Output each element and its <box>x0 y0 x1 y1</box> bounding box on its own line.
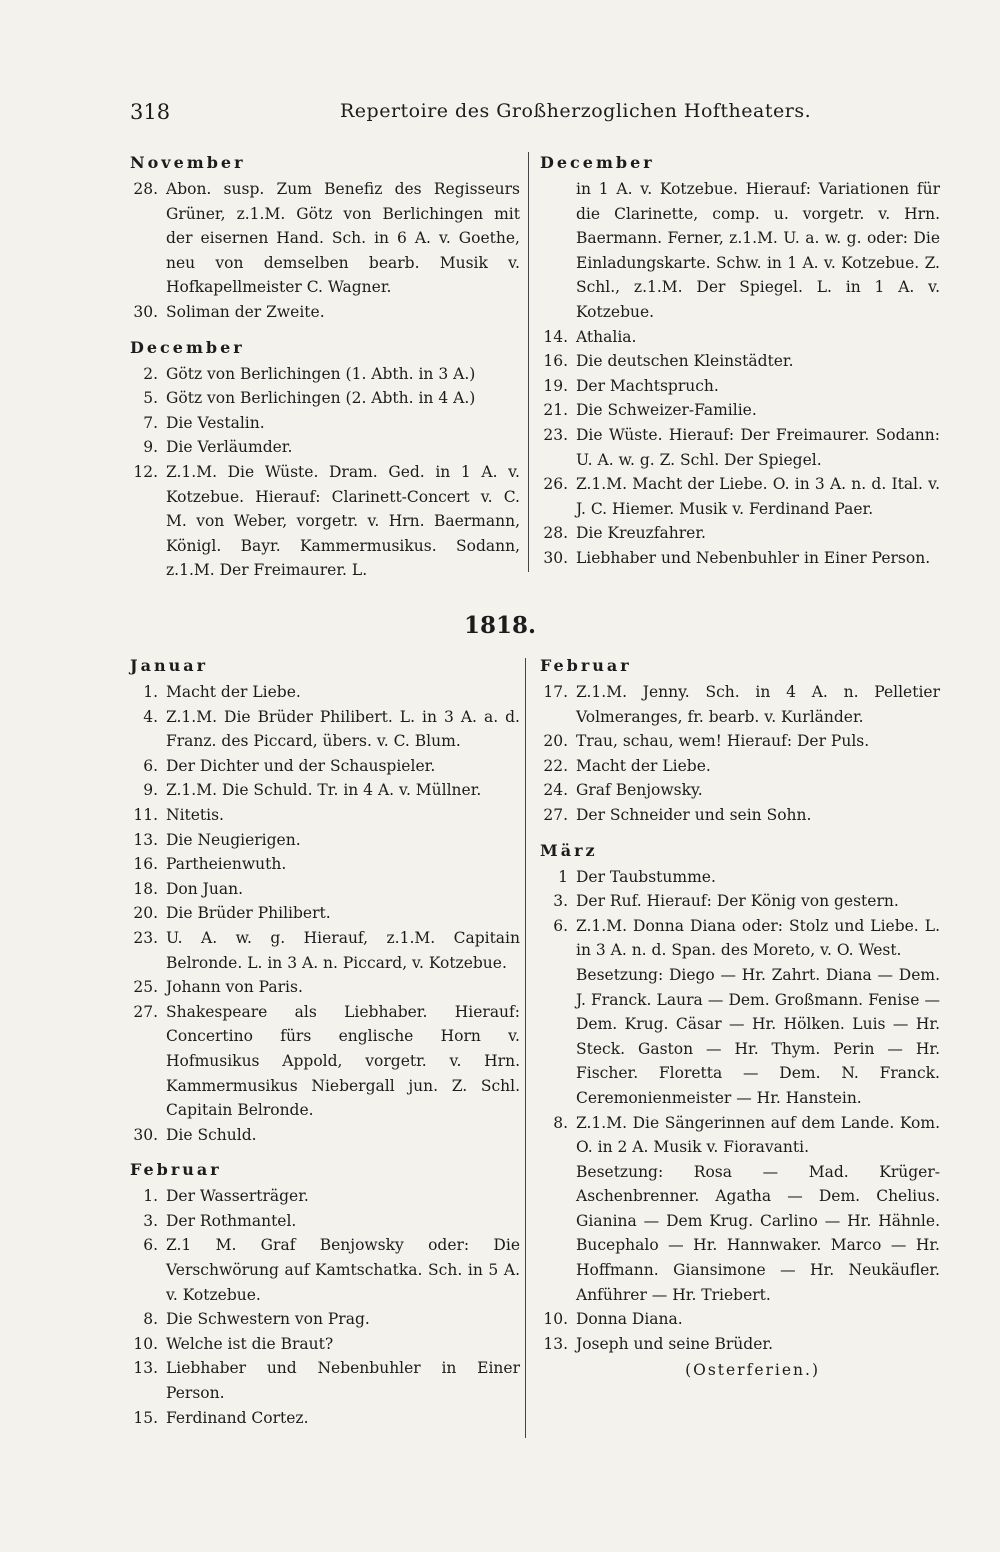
entry-day: 23. <box>543 425 568 444</box>
entry-day: 20. <box>543 732 568 751</box>
right-column-1817 <box>540 152 940 571</box>
entry-text: Athalia. <box>576 327 637 346</box>
entry-text: Der Machtspruch. <box>576 376 719 395</box>
right-column-1818 <box>540 655 940 1384</box>
repertoire-entry <box>130 1332 520 1357</box>
month-heading: November <box>130 153 246 172</box>
entry-day: 3. <box>553 892 568 911</box>
entry-text: Soliman der Zweite. <box>166 302 325 321</box>
repertoire-entry <box>540 865 940 890</box>
entry-text: Joseph und seine Brüder. <box>576 1334 773 1353</box>
entry-text: Macht der Liebe. <box>166 683 301 701</box>
entry-day: 2. <box>143 364 158 383</box>
month-heading: Februar <box>130 1160 222 1180</box>
repertoire-entry <box>130 778 520 803</box>
entry-day: 1. <box>143 1187 158 1206</box>
entry-text: Die Kreuzfahrer. <box>576 524 706 543</box>
entry-text: Die Neugierigen. <box>166 830 301 849</box>
entry-text: Z.1.M. Die Schuld. Tr. in 4 A. v. Müllner. <box>166 781 482 800</box>
repertoire-entry <box>130 754 520 779</box>
month-heading: Januar <box>130 656 208 675</box>
entry-text: Z.1 M. Graf Benjowsky oder: Die Verschwörung auf Kamtschatka. Sch. in 5 A. v. Kotzebue. <box>166 1236 520 1304</box>
entry-text: Götz von Berlichingen (2. Abth. in 4 A.) <box>166 389 476 408</box>
repertoire-entry <box>130 1209 520 1234</box>
repertoire-entry <box>130 1356 520 1405</box>
entry-text: Abon. susp. Zum Benefiz des Regisseurs Grüner, z.1.M. Götz von Berlichingen mit der eisernen Hand. Sch. in 6 A. v. Goethe, neu von demselben bearb. Musik v. Hofkapellmeister C. Wagner. <box>166 180 520 297</box>
entry-text: Ferdinand Cortez. <box>166 1408 309 1427</box>
entry-text: Die Schweizer-Familie. <box>576 401 757 420</box>
left-column-1817 <box>130 152 520 583</box>
entry-day: 9. <box>143 438 158 457</box>
entry-text: Die Schwestern von Prag. <box>166 1310 370 1329</box>
entry-day: 13. <box>543 1334 568 1353</box>
entry-text: Der Rothmantel. <box>166 1211 297 1230</box>
repertoire-entry <box>540 963 940 1111</box>
repertoire-entry <box>130 705 520 754</box>
entry-day: 17. <box>543 683 568 701</box>
repertoire-entry <box>540 729 940 754</box>
running-header <box>130 100 930 130</box>
entry-day: 11. <box>133 805 158 824</box>
repertoire-entry <box>130 177 520 300</box>
entry-day: 30. <box>133 1125 158 1144</box>
entry-day: 21. <box>543 401 568 420</box>
entry-day <box>540 963 568 1111</box>
repertoire-entry <box>540 423 940 472</box>
entry-day: 19. <box>543 376 568 395</box>
entry-text: Donna Diana. <box>576 1310 683 1329</box>
entry-day: 3. <box>143 1211 158 1230</box>
entry-day: 15. <box>133 1408 158 1427</box>
month-heading: December <box>130 337 245 357</box>
left-column-1818 <box>130 655 520 1430</box>
repertoire-entry <box>130 386 520 411</box>
repertoire-entry <box>130 680 520 705</box>
entry-day <box>540 177 568 325</box>
entry-text: Die Brüder Philibert. <box>166 904 331 923</box>
entry-day: 1. <box>143 683 158 701</box>
repertoire-entry <box>540 398 940 423</box>
repertoire-entry <box>540 472 940 521</box>
repertoire-entry <box>130 1233 520 1307</box>
repertoire-entry <box>130 1000 520 1123</box>
entry-text: Shakespeare als Liebhaber. Hierauf: Concertino fürs englische Horn v. Hofmusikus Appold, vorgetr. v. Hrn. Kammermusikus Niebergall jun. Z. Schl. Capitain Belronde. <box>166 1002 520 1120</box>
repertoire-entry <box>540 778 940 803</box>
repertoire-entry <box>130 1406 520 1431</box>
repertoire-entry <box>540 680 940 729</box>
entry-day <box>540 1160 568 1308</box>
entry-text: Der Dichter und der Schauspieler. <box>166 756 436 775</box>
page-number: 318 <box>130 100 171 124</box>
running-title: Repertoire des Großherzoglichen Hoftheaters. <box>340 100 812 122</box>
month-heading: December <box>540 153 655 172</box>
entry-day: 30. <box>133 302 158 321</box>
month-heading: Februar <box>540 656 632 675</box>
entry-day: 27. <box>133 1002 158 1021</box>
entry-day: 28. <box>133 180 158 198</box>
entry-day: 9. <box>143 781 158 800</box>
entry-text: U. A. w. g. Hierauf, z.1.M. Capitain Belronde. L. in 3 A. n. Piccard, v. Kotzebue. <box>166 928 520 972</box>
repertoire-entry <box>540 803 940 828</box>
repertoire-entry <box>540 914 940 963</box>
repertoire-entry <box>540 1332 940 1357</box>
entry-day: 1 <box>558 867 568 886</box>
entry-day: 28. <box>543 524 568 543</box>
repertoire-entry <box>130 852 520 877</box>
entry-text: Macht der Liebe. <box>576 756 711 775</box>
entry-day: 18. <box>133 879 158 898</box>
repertoire-entry <box>130 300 520 325</box>
entry-text: Johann von Paris. <box>166 978 303 997</box>
repertoire-entry <box>130 362 520 387</box>
repertoire-entry <box>130 411 520 436</box>
entry-text: Der Ruf. Hierauf: Der König von gestern. <box>576 892 899 911</box>
entry-text: Z.1.M. Jenny. Sch. in 4 A. n. Pelletier Volmeranges, fr. bearb. v. Kurländer. <box>576 683 940 726</box>
entry-day: 10. <box>543 1310 568 1329</box>
entry-text: Liebhaber und Nebenbuhler in Einer Person. <box>576 548 931 567</box>
column-divider <box>528 152 529 572</box>
repertoire-entry <box>130 877 520 902</box>
repertoire-entry <box>540 521 940 546</box>
repertoire-entry <box>130 803 520 828</box>
entry-day: 16. <box>543 352 568 371</box>
repertoire-entry <box>540 374 940 399</box>
repertoire-entry <box>540 177 940 325</box>
entry-text: Die Verläumder. <box>166 438 293 457</box>
entry-day: 13. <box>133 830 158 849</box>
entry-text: Z.1.M. Donna Diana oder: Stolz und Liebe. L. in 3 A. n. d. Span. des Moreto, v. O. West. <box>576 916 940 960</box>
repertoire-entry <box>540 546 940 571</box>
repertoire-entry <box>130 901 520 926</box>
entry-day: 24. <box>543 781 568 800</box>
entry-text: Die Wüste. Hierauf: Der Freimaurer. Sodann: U. A. w. g. Z. Schl. Der Spiegel. <box>576 425 940 469</box>
repertoire-entry <box>540 1307 940 1332</box>
repertoire-entry <box>130 1184 520 1209</box>
repertoire-entry <box>130 975 520 1000</box>
repertoire-entry <box>540 1111 940 1160</box>
entry-text: Der Taubstumme. <box>576 867 716 886</box>
entry-day: 13. <box>133 1359 158 1378</box>
entry-text: Nitetis. <box>166 805 224 824</box>
entry-text: Der Schneider und sein Sohn. <box>576 805 812 824</box>
entry-text: Die Schuld. <box>166 1125 257 1144</box>
repertoire-entry <box>540 754 940 779</box>
entry-text: Don Juan. <box>166 879 244 898</box>
entry-text: Trau, schau, wem! Hierauf: Der Puls. <box>576 732 870 751</box>
osterferien-note: (Osterferien.) <box>685 1361 820 1380</box>
entry-day: 6. <box>143 1236 158 1255</box>
entry-text: Graf Benjowsky. <box>576 781 703 800</box>
entry-day: 22. <box>543 756 568 775</box>
entry-day: 6. <box>143 756 158 775</box>
entry-text: Besetzung: Diego — Hr. Zahrt. Diana — Dem. J. Franck. Laura — Dem. Großmann. Fenise — Dem. Krug. Cäsar — Hr. Hölken. Luis — Hr. Steck. Gaston — Hr. Thym. Perin — Hr. Fischer. Floretta — Dem. N. Franck. Ceremonienmeister — Hr. Hanstein. <box>576 965 940 1107</box>
entry-text: Die Vestalin. <box>166 413 265 432</box>
entry-text: Z.1.M. Die Wüste. Dram. Ged. in 1 A. v. Kotzebue. Hierauf: Clarinett-Concert v. C. M. von Weber, vorgetr. v. Hrn. Baermann, Königl. Bayr. Kammermusikus. Sodann, z.1.M. Der Freimaurer. L. <box>166 462 520 580</box>
entry-day: 12. <box>133 462 158 481</box>
entry-day: 30. <box>543 548 568 567</box>
repertoire-entry <box>130 460 520 583</box>
entry-text: Welche ist die Braut? <box>166 1334 334 1353</box>
entry-day: 7. <box>143 413 158 432</box>
entry-text: Besetzung: Rosa — Mad. Krüger-Aschenbrenner. Agatha — Dem. Chelius. Gianina — Dem Krug. Carlino — Hr. Hähnle. Bucephalo — Hr. Hannwaker. Marco — Hr. Hoffmann. Giansimone — Hr. Neukäufler. Anführer — Hr. Triebert. <box>576 1162 940 1304</box>
entry-day: 25. <box>133 978 158 997</box>
repertoire-entry <box>130 1123 520 1148</box>
month-heading: März <box>540 840 598 860</box>
entry-day: 23. <box>133 928 158 947</box>
entry-text: Liebhaber und Nebenbuhler in Einer Person. <box>166 1359 520 1403</box>
entry-text: Z.1.M. Die Sängerinnen auf dem Lande. Kom. O. in 2 A. Musik v. Fioravanti. <box>576 1113 940 1157</box>
entry-day: 8. <box>553 1113 568 1132</box>
repertoire-entry <box>540 889 940 914</box>
repertoire-entry <box>540 325 940 350</box>
entry-day: 20. <box>133 904 158 923</box>
entry-text: Partheienwuth. <box>166 855 287 874</box>
entry-text: Götz von Berlichingen (1. Abth. in 3 A.) <box>166 364 476 383</box>
entry-day: 8. <box>143 1310 158 1329</box>
entry-day: 16. <box>133 855 158 874</box>
entry-text: Z.1.M. Die Brüder Philibert. L. in 3 A. a. d. Franz. des Piccard, übers. v. C. Blum. <box>166 707 520 751</box>
entry-day: 4. <box>143 707 158 726</box>
repertoire-entry <box>130 828 520 853</box>
entry-text: Der Wasserträger. <box>166 1187 309 1206</box>
repertoire-entry <box>130 926 520 975</box>
entry-day: 14. <box>543 327 568 346</box>
repertoire-entry <box>540 349 940 374</box>
entry-day: 10. <box>133 1334 158 1353</box>
entry-day: 26. <box>543 475 568 494</box>
entry-text: Die deutschen Kleinstädter. <box>576 352 794 371</box>
year-heading: 1818. <box>463 612 537 639</box>
repertoire-entry <box>130 1307 520 1332</box>
repertoire-entry <box>540 1160 940 1308</box>
repertoire-entry <box>130 435 520 460</box>
column-divider <box>525 658 526 1438</box>
entry-day: 5. <box>143 389 158 408</box>
entry-day: 27. <box>543 805 568 824</box>
entry-day: 6. <box>553 916 568 935</box>
entry-text: in 1 A. v. Kotzebue. Hierauf: Variationen für die Clarinette, comp. u. vorgetr. v. Hrn. Baermann. Ferner, z.1.M. U. a. w. g. oder: Die Einladungskarte. Schw. in 1 A. v. Kotzebue. Z. Schl., z.1.M. Der Spiegel. L. in 1 A. v. Kotzebue. <box>576 180 940 321</box>
entry-text: Z.1.M. Macht der Liebe. O. in 3 A. n. d. Ital. v. J. C. Hiemer. Musik v. Ferdinand Paer. <box>576 475 940 518</box>
